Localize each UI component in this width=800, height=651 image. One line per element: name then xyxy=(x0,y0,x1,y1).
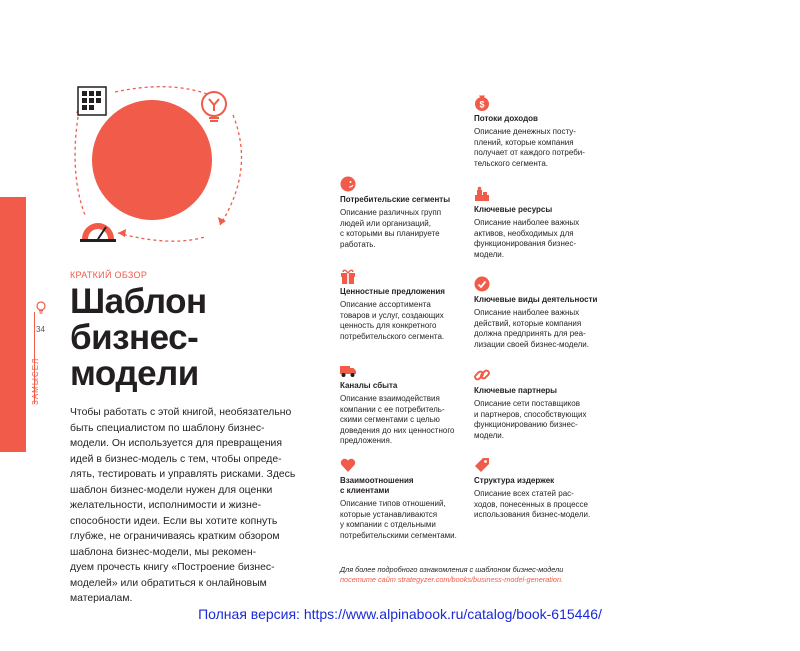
block-description: Описание различных групп людей или организаций, с которыми вы планируете работать. xyxy=(340,208,442,249)
gift-icon xyxy=(340,268,356,284)
block-customer-relationships xyxy=(340,457,480,541)
block-heading: Каналы сбыта xyxy=(340,381,398,390)
lightbulb-icon xyxy=(36,301,46,315)
price-tag-icon xyxy=(474,457,490,473)
body-line: глубже, не ограничиваясь кратким обзором xyxy=(70,531,280,542)
money-bag-icon xyxy=(474,95,490,111)
body-line: Чтобы работать с этой книгой, необязательно xyxy=(70,407,292,418)
body-line: дуем прочесть книгу «Построение бизнес- xyxy=(70,562,275,573)
check-icon xyxy=(474,276,490,292)
body-line: модели. Он используется для превращения xyxy=(70,438,282,449)
footnote-text: Для более подробного ознакомления с шаблоном бизнес-модели xyxy=(340,565,564,574)
block-key-partners xyxy=(474,367,614,441)
grid-icon xyxy=(78,87,106,115)
block-revenue-streams xyxy=(474,95,614,169)
svg-text:$: $ xyxy=(479,99,485,110)
body-line: шаблон бизнес-модели нужен для оценки xyxy=(70,484,273,496)
block-heading: Взаимоотношения с клиентами xyxy=(340,476,414,495)
body-line: быть специалистом по шаблону бизнес- xyxy=(70,422,265,434)
page-number: 34 xyxy=(36,325,45,334)
gauge-icon xyxy=(80,223,116,242)
section-eyebrow: КРАТКИЙ ОБЗОР xyxy=(70,270,148,280)
resources-icon xyxy=(474,186,490,202)
footnote xyxy=(340,565,563,585)
title-line: бизнес- xyxy=(70,318,199,357)
side-color-band xyxy=(0,197,26,452)
block-description: Описание типов отношений, которые устанавливаются у компании с отдельными потребительскими сегментами. xyxy=(340,499,457,540)
hero-circle xyxy=(92,100,212,220)
block-heading: Ключевые партнеры xyxy=(474,386,557,395)
block-channels xyxy=(340,362,480,447)
full-version-link[interactable]: Полная версия: https://www.alpinabook.ru/catalog/book-615446/ xyxy=(198,606,602,622)
body-line: лять, тестировать и управлять рисками. Здесь xyxy=(70,469,296,480)
block-heading: Ценностные предложения xyxy=(340,287,445,296)
block-description: Описание ассортимента товаров и услуг, создающих ценность для конкретного потребительского сегмента. xyxy=(340,300,445,341)
page-title xyxy=(70,284,207,392)
block-value-propositions xyxy=(340,268,480,342)
truck-icon xyxy=(340,362,356,378)
block-description: Описание сети поставщиков и партнеров, способствующих функционированию бизнес- модели. xyxy=(474,399,587,440)
block-description: Описание наиболее важных активов, необходимых для функционирования бизнес- модели. xyxy=(474,218,580,259)
block-heading: Структура издержек xyxy=(474,476,555,485)
body-paragraph xyxy=(70,405,300,607)
block-key-resources xyxy=(474,186,614,260)
block-customer-segments xyxy=(340,176,480,250)
block-description: Описание взаимодействия компании с ее потребитель- скими сегментами с целью доведения до них ценностного предложения. xyxy=(340,394,455,445)
body-line: идей в бизнес-модель с тем, чтобы опреде- xyxy=(70,453,282,465)
chain-link-icon xyxy=(474,367,490,383)
block-heading: Ключевые ресурсы xyxy=(474,205,553,214)
block-description: Описание денежных посту- плений, которые компания получает от каждого потреби- тельского сегмента. xyxy=(474,127,585,168)
body-line: способности идеи. Если вы хотите копнуть xyxy=(70,515,278,527)
heart-icon xyxy=(340,457,356,473)
body-line: желательности, исполнимости и жизне- xyxy=(70,500,262,511)
hero-illustration xyxy=(70,75,260,255)
block-description: Описание наиболее важных действий, которые компания должна предпринять для реа- лизации своей бизнес-модели. xyxy=(474,308,589,349)
block-description: Описание всех статей рас- ходов, понесенных в процессе использования бизнес-модели. xyxy=(474,489,591,519)
block-heading: Ключевые виды деятельности xyxy=(474,295,598,304)
idea-icon xyxy=(202,92,226,121)
section-label: ЗАМЫСЕЛ xyxy=(31,357,40,405)
body-line: моделей» или обратиться к онлайновым xyxy=(70,577,267,589)
body-line: материалам. xyxy=(70,593,133,604)
face-icon xyxy=(340,176,356,192)
block-cost-structure xyxy=(474,457,614,521)
block-key-activities xyxy=(474,276,614,350)
body-line: шаблона бизнес-модели, мы рекомен- xyxy=(70,546,257,558)
title-line: модели xyxy=(70,354,199,393)
strategyzer-link[interactable]: посетите сайт strategyzer.com/books/business-model-generation. xyxy=(340,575,564,584)
block-heading: Потоки доходов xyxy=(474,114,538,123)
title-line: Шаблон xyxy=(70,282,207,321)
block-heading: Потребительские сегменты xyxy=(340,195,451,204)
